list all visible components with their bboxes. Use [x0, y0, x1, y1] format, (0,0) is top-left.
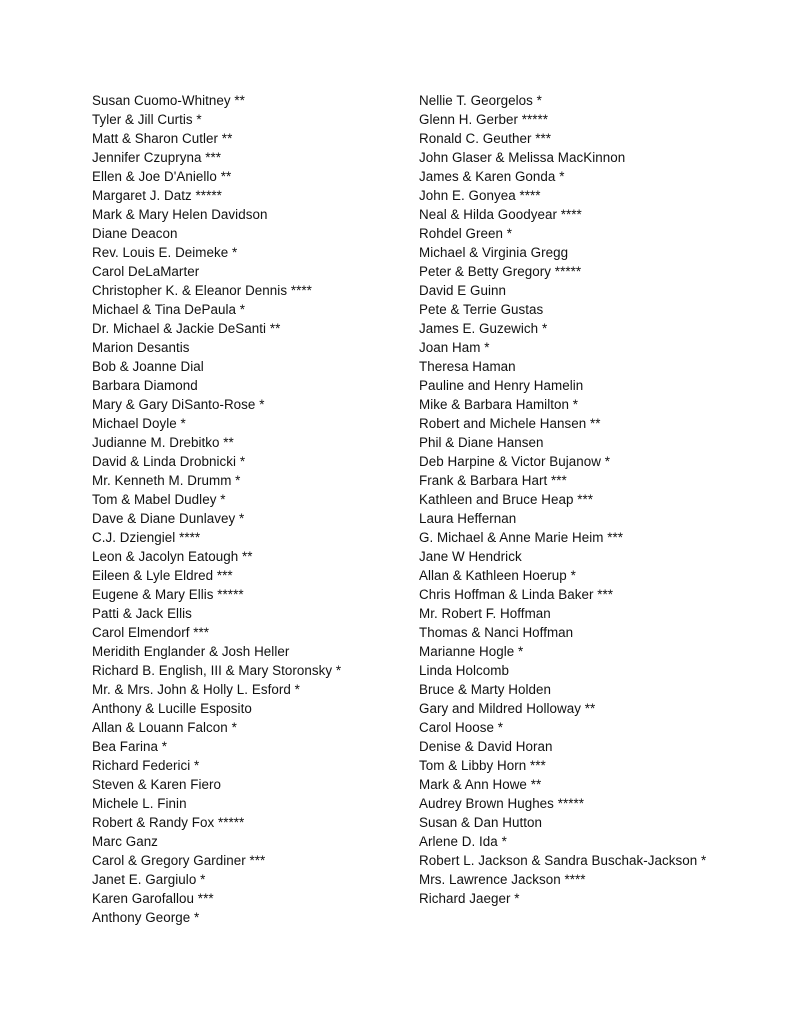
- donor-name-entry: Phil & Diane Hansen: [419, 435, 544, 450]
- donor-name-entry: Gary and Mildred Holloway **: [419, 701, 596, 716]
- donor-name-entry: Frank & Barbara Hart ***: [419, 473, 567, 488]
- donor-name-entry: Christopher K. & Eleanor Dennis ****: [92, 283, 312, 298]
- donor-name-entry: John E. Gonyea ****: [419, 188, 541, 203]
- donor-name-entry: Judianne M. Drebitko **: [92, 435, 234, 450]
- donor-name-entry: Susan & Dan Hutton: [419, 815, 542, 830]
- donor-name-entry: Rev. Louis E. Deimeke *: [92, 245, 238, 260]
- donor-name-entry: Karen Garofallou ***: [92, 891, 214, 906]
- donor-name-entry: Dr. Michael & Jackie DeSanti **: [92, 321, 281, 336]
- donor-name-entry: Allan & Louann Falcon *: [92, 720, 237, 735]
- donor-name-entry: Kathleen and Bruce Heap ***: [419, 492, 594, 507]
- donor-name-entry: Glenn H. Gerber *****: [419, 112, 549, 127]
- donor-name-entry: Denise & David Horan: [419, 739, 553, 754]
- donor-name-entry: Carol Hoose *: [419, 720, 504, 735]
- donor-name-entry: Bea Farina *: [92, 739, 168, 754]
- donor-name-entry: Bruce & Marty Holden: [419, 682, 551, 697]
- donor-name-entry: C.J. Dziengiel ****: [92, 530, 201, 545]
- donor-name-entry: Michael Doyle *: [92, 416, 186, 431]
- donor-name-entry: Tom & Libby Horn ***: [419, 758, 546, 773]
- donor-name-entry: Barbara Diamond: [92, 378, 198, 393]
- donor-list-left-column: [92, 91, 402, 927]
- donor-name-entry: Margaret J. Datz *****: [92, 188, 222, 203]
- donor-name-entry: Tom & Mabel Dudley *: [92, 492, 226, 507]
- donor-list-right-column: [419, 91, 749, 908]
- donor-name-entry: Mrs. Lawrence Jackson ****: [419, 872, 586, 887]
- donor-name-entry: Theresa Haman: [419, 359, 516, 374]
- donor-name-entry: Michele L. Finin: [92, 796, 187, 811]
- donor-name-entry: Jane W Hendrick: [419, 549, 522, 564]
- donor-name-entry: Carol & Gregory Gardiner ***: [92, 853, 266, 868]
- donor-name-entry: Audrey Brown Hughes *****: [419, 796, 585, 811]
- donor-name-entry: Mary & Gary DiSanto-Rose *: [92, 397, 265, 412]
- donor-name-entry: John Glaser & Melissa MacKinnon: [419, 150, 626, 165]
- donor-name-entry: Carol DeLaMarter: [92, 264, 200, 279]
- donor-name-entry: Matt & Sharon Cutler **: [92, 131, 233, 146]
- donor-name-entry: Robert and Michele Hansen **: [419, 416, 601, 431]
- donor-name-entry: Nellie T. Georgelos *: [419, 93, 542, 108]
- donor-name-entry: Carol Elmendorf ***: [92, 625, 210, 640]
- donor-name-entry: Deb Harpine & Victor Bujanow *: [419, 454, 611, 469]
- donor-name-entry: Chris Hoffman & Linda Baker ***: [419, 587, 614, 602]
- donor-name-entry: Leon & Jacolyn Eatough **: [92, 549, 253, 564]
- donor-name-entry: Dave & Diane Dunlavey *: [92, 511, 245, 526]
- donor-name-entry: Anthony & Lucille Esposito: [92, 701, 252, 716]
- donor-name-entry: Neal & Hilda Goodyear ****: [419, 207, 582, 222]
- donor-name-entry: Peter & Betty Gregory *****: [419, 264, 582, 279]
- donor-name-entry: Michael & Tina DePaula *: [92, 302, 246, 317]
- donor-name-entry: Pete & Terrie Gustas: [419, 302, 544, 317]
- donor-name-entry: Patti & Jack Ellis: [92, 606, 192, 621]
- donor-name-entry: Diane Deacon: [92, 226, 178, 241]
- donor-name-entry: Mark & Mary Helen Davidson: [92, 207, 268, 222]
- donor-name-entry: Linda Holcomb: [419, 663, 509, 678]
- donor-name-entry: G. Michael & Anne Marie Heim ***: [419, 530, 624, 545]
- donor-name-entry: Mark & Ann Howe **: [419, 777, 542, 792]
- donor-name-entry: James & Karen Gonda *: [419, 169, 565, 184]
- donor-name-entry: Ellen & Joe D'Aniello **: [92, 169, 232, 184]
- donor-name-entry: Meridith Englander & Josh Heller: [92, 644, 290, 659]
- donor-name-entry: Michael & Virginia Gregg: [419, 245, 569, 260]
- donor-name-entry: Robert & Randy Fox *****: [92, 815, 245, 830]
- donor-name-entry: Allan & Kathleen Hoerup *: [419, 568, 576, 583]
- donor-name-entry: Laura Heffernan: [419, 511, 517, 526]
- donor-name-entry: Janet E. Gargiulo *: [92, 872, 206, 887]
- donor-name-entry: Thomas & Nanci Hoffman: [419, 625, 574, 640]
- donor-name-entry: Mike & Barbara Hamilton *: [419, 397, 579, 412]
- donor-name-entry: Mr. Kenneth M. Drumm *: [92, 473, 241, 488]
- donor-name-entry: Susan Cuomo-Whitney **: [92, 93, 245, 108]
- donor-name-entry: Richard Federici *: [92, 758, 200, 773]
- donor-name-entry: Rohdel Green *: [419, 226, 513, 241]
- donor-name-entry: David E Guinn: [419, 283, 506, 298]
- donor-name-entry: Ronald C. Geuther ***: [419, 131, 552, 146]
- donor-name-entry: Richard Jaeger *: [419, 891, 520, 906]
- donor-name-entry: Marc Ganz: [92, 834, 158, 849]
- donor-name-entry: Mr. & Mrs. John & Holly L. Esford *: [92, 682, 300, 697]
- donor-name-entry: Steven & Karen Fiero: [92, 777, 222, 792]
- donor-name-entry: Joan Ham *: [419, 340, 490, 355]
- donor-name-entry: Richard B. English, III & Mary Storonsky *: [92, 663, 342, 678]
- donor-name-entry: Jennifer Czupryna ***: [92, 150, 222, 165]
- donor-name-entry: Anthony George *: [92, 910, 200, 925]
- donor-name-entry: Arlene D. Ida *: [419, 834, 507, 849]
- donor-name-entry: Bob & Joanne Dial: [92, 359, 204, 374]
- donor-name-entry: David & Linda Drobnicki *: [92, 454, 246, 469]
- donor-name-entry: Robert L. Jackson & Sandra Buschak-Jackson *: [419, 853, 707, 868]
- donor-name-entry: James E. Guzewich *: [419, 321, 548, 336]
- donor-name-entry: Mr. Robert F. Hoffman: [419, 606, 551, 621]
- donor-name-entry: Marion Desantis: [92, 340, 190, 355]
- donor-name-entry: Pauline and Henry Hamelin: [419, 378, 584, 393]
- donor-name-entry: Eileen & Lyle Eldred ***: [92, 568, 233, 583]
- donor-name-entry: Eugene & Mary Ellis *****: [92, 587, 244, 602]
- donor-name-entry: Tyler & Jill Curtis *: [92, 112, 202, 127]
- donor-name-entry: Marianne Hogle *: [419, 644, 524, 659]
